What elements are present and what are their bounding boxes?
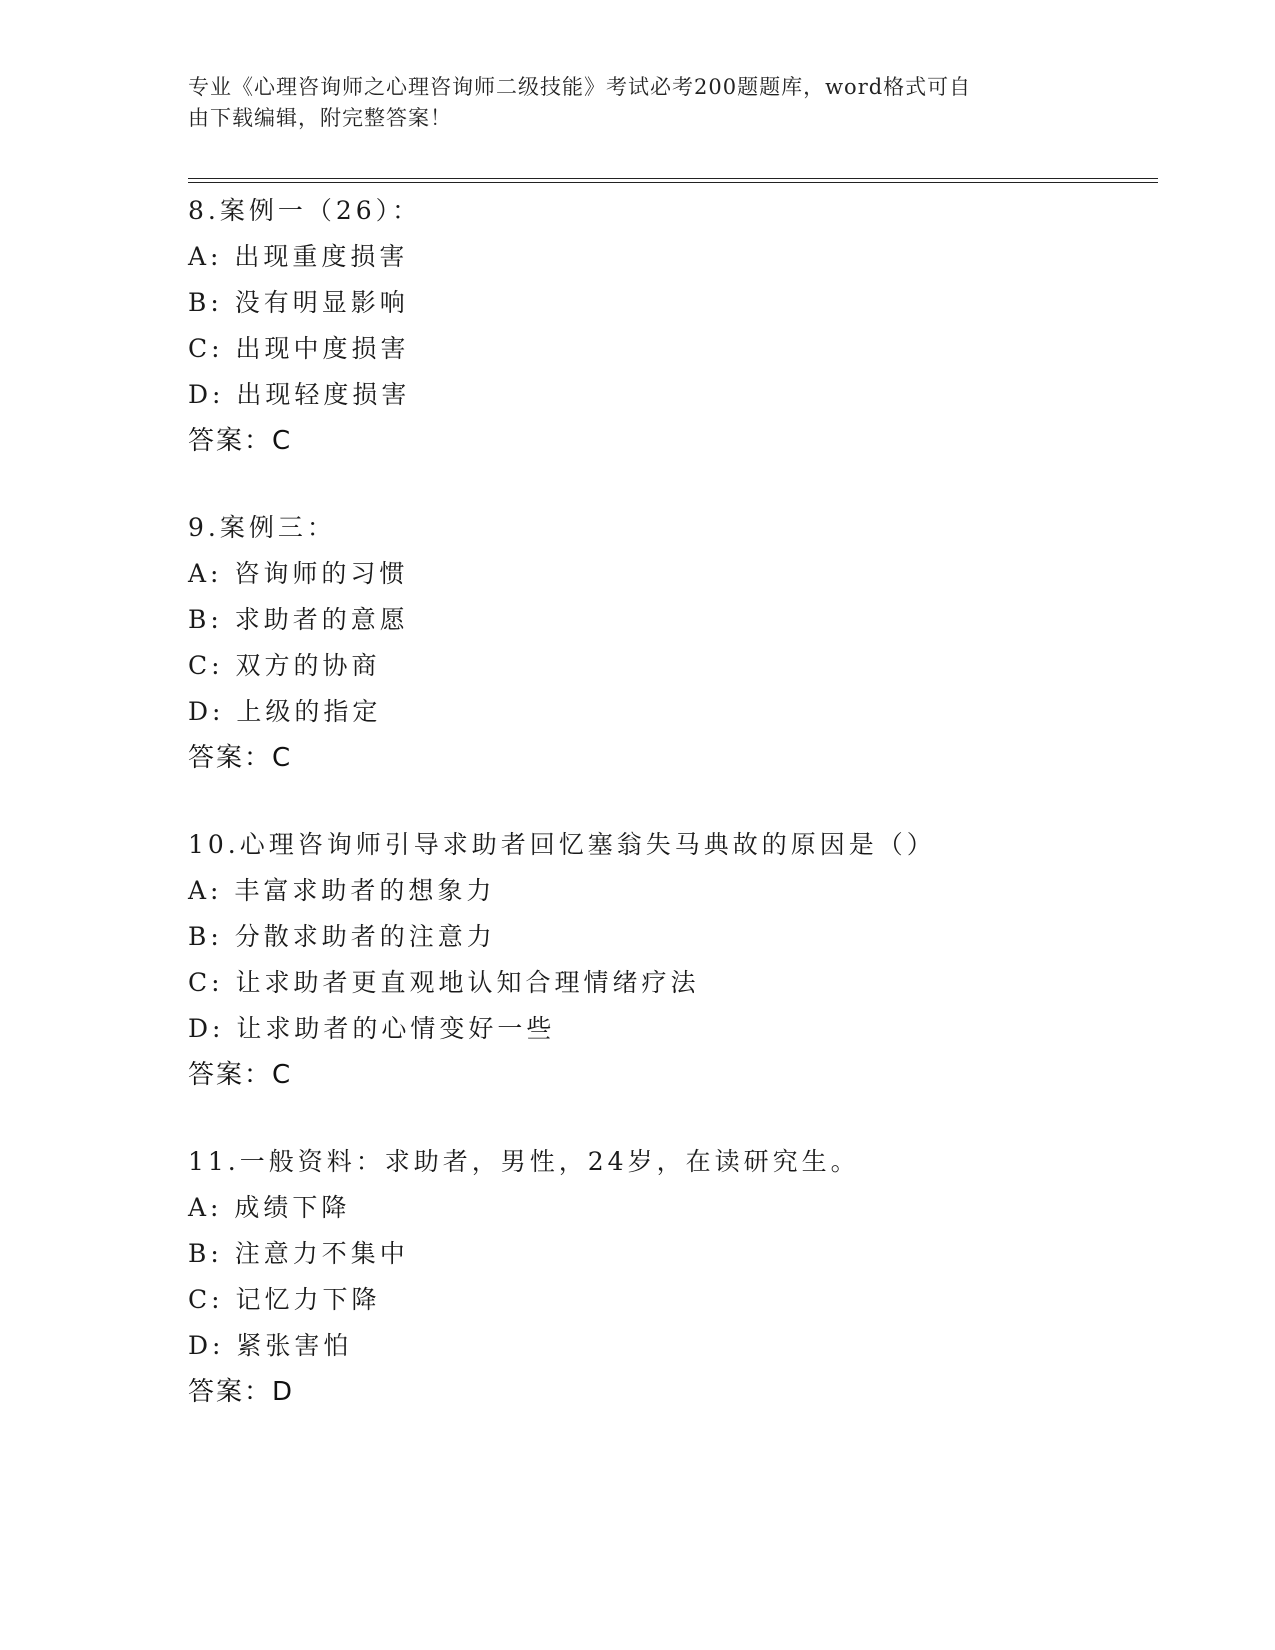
option-a: A: 出现重度损害: [188, 242, 409, 271]
option-a: A: 丰富求助者的想象力: [188, 876, 496, 905]
question-list: [188, 188, 1148, 1456]
answer-text: 答案：D: [188, 1377, 295, 1407]
question-stem: 8.案例一（26）：: [188, 196, 422, 225]
question-stem: 9.案例三：: [188, 513, 336, 542]
question-8: [188, 188, 1148, 464]
header-divider: [188, 178, 1158, 183]
question-10: [188, 822, 1148, 1098]
option-a: A: 咨询师的习惯: [188, 559, 409, 588]
question-11: [188, 1139, 1148, 1415]
option-b: B: 没有明显影响: [188, 288, 409, 317]
option-d: D: 让求助者的心情变好一些: [188, 1014, 556, 1043]
option-c: C: 出现中度损害: [188, 334, 410, 363]
question-stem: 11.一般资料：求助者，男性，24岁，在读研究生。: [188, 1147, 860, 1176]
option-b: B: 注意力不集中: [188, 1239, 409, 1268]
intro-line-2: 由下载编辑，附完整答案！: [188, 106, 452, 130]
document-intro: [188, 72, 1068, 134]
option-c: C: 让求助者更直观地认知合理情绪疗法: [188, 968, 700, 997]
option-c: C: 双方的协商: [188, 651, 381, 680]
option-a: A: 成绩下降: [188, 1193, 351, 1222]
option-d: D: 出现轻度损害: [188, 380, 411, 409]
answer-text: 答案：C: [188, 743, 293, 773]
option-d: D: 上级的指定: [188, 697, 382, 726]
option-b: B: 分散求助者的注意力: [188, 922, 496, 951]
intro-line-1: 专业《心理咨询师之心理咨询师二级技能》考试必考200题题库，word格式可自: [188, 75, 972, 99]
question-stem: 10.心理咨询师引导求助者回忆塞翁失马典故的原因是（）: [188, 830, 936, 859]
option-b: B: 求助者的意愿: [188, 605, 409, 634]
answer-text: 答案：C: [188, 1060, 293, 1090]
answer-text: 答案：C: [188, 426, 293, 456]
option-d: D: 紧张害怕: [188, 1331, 353, 1360]
option-c: C: 记忆力下降: [188, 1285, 381, 1314]
question-9: [188, 505, 1148, 781]
